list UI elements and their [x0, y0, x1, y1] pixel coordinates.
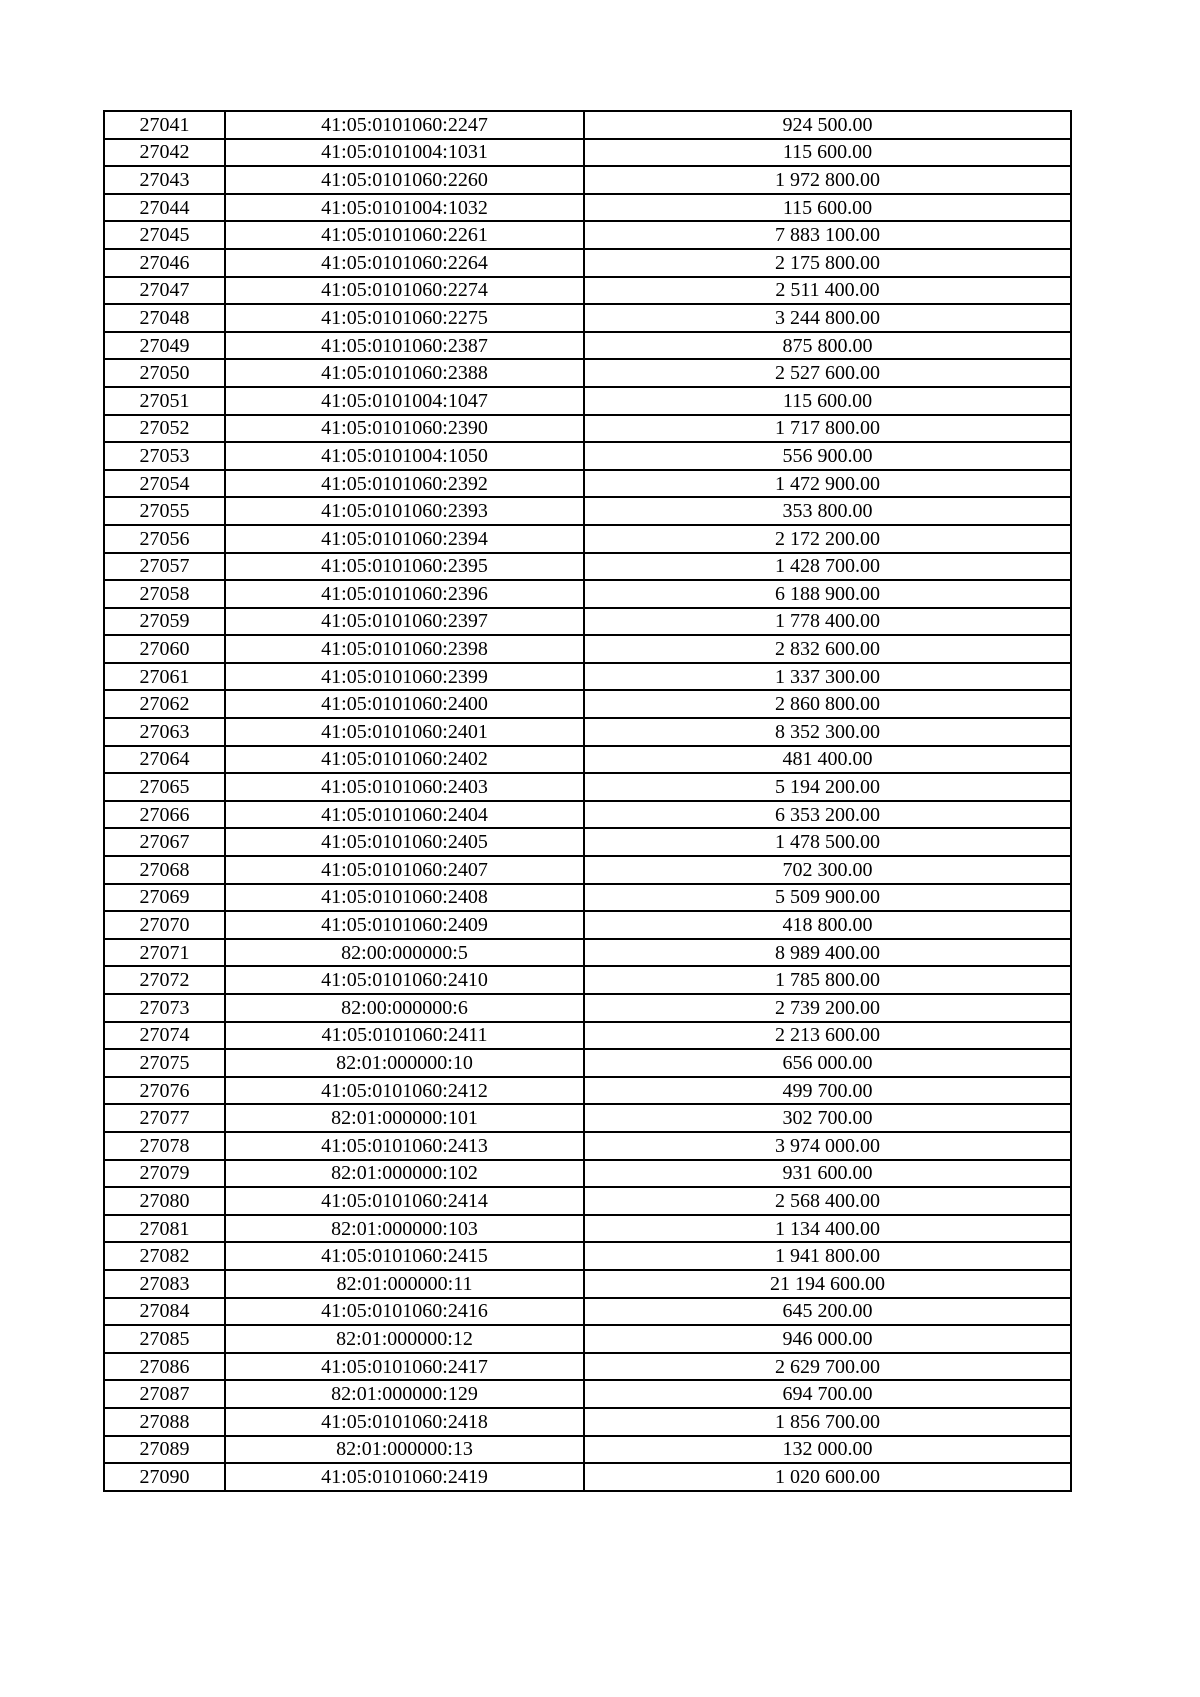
cadastral-number-cell: 41:05:0101060:2390: [225, 415, 584, 443]
cadastral-value-cell: 353 800.00: [584, 497, 1071, 525]
cadastral-number-cell: 41:05:0101060:2264: [225, 249, 584, 277]
cadastral-number-cell: 41:05:0101060:2398: [225, 635, 584, 663]
cadastral-number-cell: 41:05:0101060:2413: [225, 1132, 584, 1160]
cadastral-value-cell: 499 700.00: [584, 1077, 1071, 1105]
cadastral-number-cell: 41:05:0101060:2418: [225, 1408, 584, 1436]
cadastral-number-cell: 41:05:0101060:2394: [225, 525, 584, 553]
cadastral-value-cell: 1 428 700.00: [584, 553, 1071, 581]
table-row: [104, 221, 1071, 249]
cadastral-number-cell: 41:05:0101004:1050: [225, 442, 584, 470]
cadastral-number-cell: 41:05:0101060:2395: [225, 553, 584, 581]
cadastral-number-cell: 82:01:000000:102: [225, 1160, 584, 1188]
table-row: [104, 966, 1071, 994]
row-number-cell: 27078: [104, 1132, 225, 1160]
cadastral-number-cell: 82:01:000000:101: [225, 1104, 584, 1132]
table-row: [104, 387, 1071, 415]
cadastral-value-cell: 556 900.00: [584, 442, 1071, 470]
cadastral-value-cell: 1 856 700.00: [584, 1408, 1071, 1436]
cadastral-number-cell: 41:05:0101060:2401: [225, 718, 584, 746]
cadastral-number-cell: 82:00:000000:5: [225, 939, 584, 967]
table-row: [104, 1298, 1071, 1326]
cadastral-value-cell: 3 244 800.00: [584, 304, 1071, 332]
row-number-cell: 27064: [104, 746, 225, 774]
row-number-cell: 27080: [104, 1187, 225, 1215]
cadastral-number-cell: 41:05:0101060:2419: [225, 1463, 584, 1491]
table-row: [104, 1463, 1071, 1491]
cadastral-number-cell: 41:05:0101060:2388: [225, 359, 584, 387]
table-row: [104, 1325, 1071, 1353]
table-row: [104, 994, 1071, 1022]
table-row: [104, 442, 1071, 470]
cadastral-value-cell: 946 000.00: [584, 1325, 1071, 1353]
row-number-cell: 27068: [104, 856, 225, 884]
row-number-cell: 27089: [104, 1436, 225, 1464]
table-row: [104, 746, 1071, 774]
row-number-cell: 27083: [104, 1270, 225, 1298]
cadastral-value-cell: 1 337 300.00: [584, 663, 1071, 691]
cadastral-number-cell: 41:05:0101060:2247: [225, 111, 584, 139]
table-row: [104, 939, 1071, 967]
cadastral-number-cell: 41:05:0101060:2417: [225, 1353, 584, 1381]
cadastral-number-cell: 41:05:0101060:2397: [225, 608, 584, 636]
cadastral-value-cell: 656 000.00: [584, 1049, 1071, 1077]
table-row: [104, 470, 1071, 498]
table-row: [104, 1077, 1071, 1105]
table-row: [104, 249, 1071, 277]
cadastral-value-cell: 1 941 800.00: [584, 1242, 1071, 1270]
table-row: [104, 166, 1071, 194]
cadastral-value-cell: 7 883 100.00: [584, 221, 1071, 249]
cadastral-number-cell: 41:05:0101060:2393: [225, 497, 584, 525]
cadastral-number-cell: 41:05:0101060:2409: [225, 911, 584, 939]
table-row: [104, 1132, 1071, 1160]
row-number-cell: 27067: [104, 828, 225, 856]
table-row: [104, 277, 1071, 305]
row-number-cell: 27082: [104, 1242, 225, 1270]
row-number-cell: 27042: [104, 139, 225, 167]
cadastral-value-cell: 1 020 600.00: [584, 1463, 1071, 1491]
cadastral-number-cell: 82:00:000000:6: [225, 994, 584, 1022]
table-row: [104, 635, 1071, 663]
cadastral-value-cell: 1 472 900.00: [584, 470, 1071, 498]
cadastral-number-cell: 41:05:0101060:2407: [225, 856, 584, 884]
table-row: [104, 1187, 1071, 1215]
cadastral-number-cell: 41:05:0101060:2410: [225, 966, 584, 994]
row-number-cell: 27053: [104, 442, 225, 470]
table-row: [104, 1408, 1071, 1436]
row-number-cell: 27060: [104, 635, 225, 663]
row-number-cell: 27076: [104, 1077, 225, 1105]
row-number-cell: 27061: [104, 663, 225, 691]
cadastral-number-cell: 41:05:0101060:2387: [225, 332, 584, 360]
table-row: [104, 525, 1071, 553]
table-row: [104, 497, 1071, 525]
cadastral-number-cell: 41:05:0101060:2415: [225, 1242, 584, 1270]
table-row: [104, 359, 1071, 387]
cadastral-value-cell: 2 832 600.00: [584, 635, 1071, 663]
cadastral-value-cell: 8 989 400.00: [584, 939, 1071, 967]
cadastral-number-cell: 41:05:0101060:2396: [225, 580, 584, 608]
cadastral-number-cell: 41:05:0101060:2274: [225, 277, 584, 305]
table-row: [104, 1353, 1071, 1381]
cadastral-value-cell: 2 172 200.00: [584, 525, 1071, 553]
cadastral-number-cell: 41:05:0101060:2414: [225, 1187, 584, 1215]
row-number-cell: 27045: [104, 221, 225, 249]
row-number-cell: 27052: [104, 415, 225, 443]
cadastral-number-cell: 82:01:000000:10: [225, 1049, 584, 1077]
table-row: [104, 663, 1071, 691]
cadastral-value-cell: 6 353 200.00: [584, 801, 1071, 829]
table-row: [104, 332, 1071, 360]
cadastral-number-cell: 82:01:000000:103: [225, 1215, 584, 1243]
cadastral-value-cell: 3 974 000.00: [584, 1132, 1071, 1160]
cadastral-value-cell: 1 134 400.00: [584, 1215, 1071, 1243]
cadastral-number-cell: 41:05:0101060:2399: [225, 663, 584, 691]
table-body: [104, 111, 1071, 1491]
table-row: [104, 608, 1071, 636]
cadastral-value-cell: 702 300.00: [584, 856, 1071, 884]
table-row: [104, 1436, 1071, 1464]
cadastral-number-cell: 41:05:0101060:2275: [225, 304, 584, 332]
table-row: [104, 1160, 1071, 1188]
cadastral-value-cell: 5 194 200.00: [584, 773, 1071, 801]
cadastral-value-cell: 2 568 400.00: [584, 1187, 1071, 1215]
table-row: [104, 884, 1071, 912]
cadastral-value-cell: 924 500.00: [584, 111, 1071, 139]
cadastral-number-cell: 41:05:0101060:2404: [225, 801, 584, 829]
cadastral-value-cell: 2 511 400.00: [584, 277, 1071, 305]
row-number-cell: 27041: [104, 111, 225, 139]
row-number-cell: 27069: [104, 884, 225, 912]
table-row: [104, 194, 1071, 222]
cadastral-value-cell: 931 600.00: [584, 1160, 1071, 1188]
row-number-cell: 27058: [104, 580, 225, 608]
cadastral-number-cell: 41:05:0101060:2412: [225, 1077, 584, 1105]
row-number-cell: 27075: [104, 1049, 225, 1077]
cadastral-number-cell: 41:05:0101060:2392: [225, 470, 584, 498]
table-row: [104, 801, 1071, 829]
row-number-cell: 27050: [104, 359, 225, 387]
cadastral-number-cell: 41:05:0101060:2416: [225, 1298, 584, 1326]
table-row: [104, 553, 1071, 581]
cadastral-value-cell: 115 600.00: [584, 387, 1071, 415]
cadastral-value-cell: 115 600.00: [584, 194, 1071, 222]
row-number-cell: 27043: [104, 166, 225, 194]
cadastral-value-cell: 481 400.00: [584, 746, 1071, 774]
cadastral-value-cell: 6 188 900.00: [584, 580, 1071, 608]
cadastral-number-cell: 82:01:000000:12: [225, 1325, 584, 1353]
cadastral-value-cell: 115 600.00: [584, 139, 1071, 167]
row-number-cell: 27088: [104, 1408, 225, 1436]
cadastral-number-cell: 41:05:0101060:2411: [225, 1022, 584, 1050]
row-number-cell: 27044: [104, 194, 225, 222]
cadastral-value-cell: 418 800.00: [584, 911, 1071, 939]
row-number-cell: 27046: [104, 249, 225, 277]
cadastral-value-cell: 8 352 300.00: [584, 718, 1071, 746]
row-number-cell: 27059: [104, 608, 225, 636]
row-number-cell: 27077: [104, 1104, 225, 1132]
row-number-cell: 27086: [104, 1353, 225, 1381]
row-number-cell: 27066: [104, 801, 225, 829]
row-number-cell: 27090: [104, 1463, 225, 1491]
cadastral-value-cell: 694 700.00: [584, 1380, 1071, 1408]
table-row: [104, 856, 1071, 884]
table-row: [104, 580, 1071, 608]
row-number-cell: 27074: [104, 1022, 225, 1050]
table-row: [104, 1270, 1071, 1298]
cadastral-number-cell: 41:05:0101004:1031: [225, 139, 584, 167]
cadastral-number-cell: 41:05:0101060:2408: [225, 884, 584, 912]
cadastral-value-cell: 302 700.00: [584, 1104, 1071, 1132]
cadastral-value-cell: 875 800.00: [584, 332, 1071, 360]
table-row: [104, 773, 1071, 801]
cadastral-number-cell: 82:01:000000:13: [225, 1436, 584, 1464]
cadastral-value-cell: 1 778 400.00: [584, 608, 1071, 636]
cadastral-number-cell: 41:05:0101060:2405: [225, 828, 584, 856]
table-row: [104, 1242, 1071, 1270]
cadastral-number-cell: 82:01:000000:129: [225, 1380, 584, 1408]
row-number-cell: 27070: [104, 911, 225, 939]
cadastral-number-cell: 41:05:0101004:1032: [225, 194, 584, 222]
cadastral-value-cell: 2 860 800.00: [584, 690, 1071, 718]
cadastral-value-cell: 2 739 200.00: [584, 994, 1071, 1022]
cadastral-value-cell: 1 785 800.00: [584, 966, 1071, 994]
cadastral-value-cell: 2 527 600.00: [584, 359, 1071, 387]
cadastral-number-cell: 41:05:0101060:2403: [225, 773, 584, 801]
cadastral-value-cell: 21 194 600.00: [584, 1270, 1071, 1298]
table-row: [104, 718, 1071, 746]
cadastral-value-cell: 2 175 800.00: [584, 249, 1071, 277]
row-number-cell: 27051: [104, 387, 225, 415]
row-number-cell: 27085: [104, 1325, 225, 1353]
cadastral-value-cell: 645 200.00: [584, 1298, 1071, 1326]
cadastral-number-cell: 41:05:0101060:2261: [225, 221, 584, 249]
cadastral-number-cell: 82:01:000000:11: [225, 1270, 584, 1298]
row-number-cell: 27079: [104, 1160, 225, 1188]
cadastral-value-cell: 1 478 500.00: [584, 828, 1071, 856]
row-number-cell: 27048: [104, 304, 225, 332]
row-number-cell: 27049: [104, 332, 225, 360]
row-number-cell: 27056: [104, 525, 225, 553]
table-row: [104, 1104, 1071, 1132]
row-number-cell: 27055: [104, 497, 225, 525]
table-row: [104, 828, 1071, 856]
cadastral-value-cell: 1 717 800.00: [584, 415, 1071, 443]
table-row: [104, 1380, 1071, 1408]
row-number-cell: 27054: [104, 470, 225, 498]
cadastral-value-cell: 1 972 800.00: [584, 166, 1071, 194]
cadastral-number-cell: 41:05:0101060:2260: [225, 166, 584, 194]
cadastral-value-cell: 5 509 900.00: [584, 884, 1071, 912]
table-row: [104, 415, 1071, 443]
table-row: [104, 911, 1071, 939]
row-number-cell: 27047: [104, 277, 225, 305]
table-row: [104, 139, 1071, 167]
row-number-cell: 27087: [104, 1380, 225, 1408]
row-number-cell: 27063: [104, 718, 225, 746]
cadastral-number-cell: 41:05:0101060:2400: [225, 690, 584, 718]
cadastral-value-cell: 2 629 700.00: [584, 1353, 1071, 1381]
row-number-cell: 27084: [104, 1298, 225, 1326]
cadastral-number-cell: 41:05:0101004:1047: [225, 387, 584, 415]
cadastral-value-table: [103, 110, 1072, 1492]
cadastral-number-cell: 41:05:0101060:2402: [225, 746, 584, 774]
row-number-cell: 27071: [104, 939, 225, 967]
table-row: [104, 1215, 1071, 1243]
table-row: [104, 1049, 1071, 1077]
row-number-cell: 27057: [104, 553, 225, 581]
cadastral-value-cell: 2 213 600.00: [584, 1022, 1071, 1050]
row-number-cell: 27072: [104, 966, 225, 994]
row-number-cell: 27073: [104, 994, 225, 1022]
cadastral-value-cell: 132 000.00: [584, 1436, 1071, 1464]
row-number-cell: 27065: [104, 773, 225, 801]
table-row: [104, 111, 1071, 139]
row-number-cell: 27062: [104, 690, 225, 718]
row-number-cell: 27081: [104, 1215, 225, 1243]
table-row: [104, 1022, 1071, 1050]
table-row: [104, 690, 1071, 718]
table-row: [104, 304, 1071, 332]
